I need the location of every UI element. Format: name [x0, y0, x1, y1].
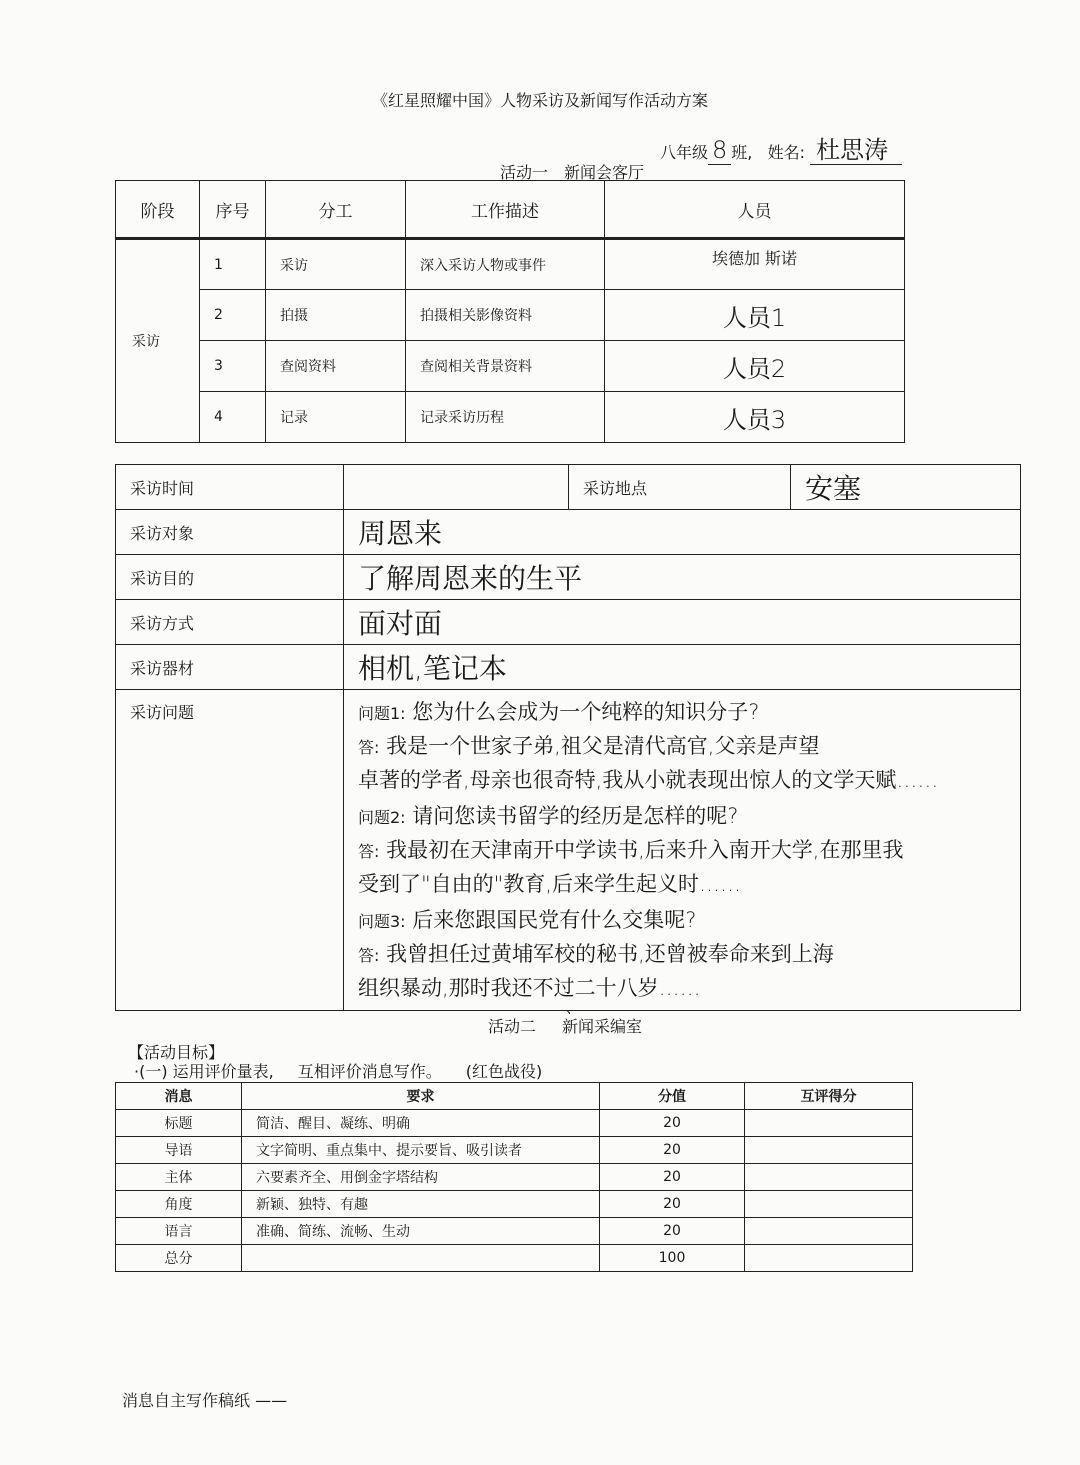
answer-3-line-2: 组织暴动,那时我还不过二十八岁……	[358, 976, 701, 1000]
row-person-field[interactable]: 人员1	[605, 290, 905, 341]
col-header-stage: 阶段	[116, 181, 200, 239]
activity-goal-line	[134, 1059, 542, 1082]
table-row-total	[116, 1245, 913, 1272]
row-role: 拍摄	[266, 290, 406, 341]
goal-part-a: ·(一) 运用评价量表,	[134, 1062, 274, 1081]
eval-score: 100	[600, 1245, 745, 1272]
eval-requirement: 简洁、醒目、凝练、明确	[242, 1110, 600, 1137]
eval-item: 导语	[116, 1137, 242, 1164]
row-description: 拍摄相关影像资料	[406, 290, 605, 341]
eval-score: 20	[600, 1218, 745, 1245]
eval-requirement: 六要素齐全、用倒金字塔结构	[242, 1164, 600, 1191]
question-tag: 问题2:	[358, 808, 406, 827]
answer-1-line-1	[358, 730, 1012, 764]
peer-score-field[interactable]	[745, 1164, 913, 1191]
answer-2-line-1	[358, 834, 1012, 868]
goal-part-b: 互相评价消息写作。	[297, 1062, 442, 1081]
target-label: 采访对象	[116, 510, 344, 555]
question-3	[358, 904, 1012, 938]
answer-text: 我最初在天津南开中学读书,后来升入南开大学,在那里我	[386, 838, 904, 862]
table-header-row	[116, 1083, 913, 1110]
eval-score: 20	[600, 1137, 745, 1164]
row-description: 深入采访人物或事件	[406, 239, 605, 290]
answer-tag: 答:	[358, 738, 380, 757]
answer-text: 我是一个世家子弟,祖父是清代高官,父亲是声望	[386, 734, 820, 758]
answer-3-line-1	[358, 938, 1012, 972]
eval-score: 20	[600, 1110, 745, 1137]
peer-score-field[interactable]	[745, 1245, 913, 1272]
question-text: 后来您跟国民党有什么交集呢?	[412, 908, 697, 932]
class-suffix: 班,	[731, 143, 753, 162]
peer-score-field[interactable]	[745, 1218, 913, 1245]
eval-requirement: 新颖、独特、有趣	[242, 1191, 600, 1218]
answer-2-line-2: 受到了"自由的"教育,后来学生起义时……	[358, 872, 741, 896]
eval-item: 总分	[116, 1245, 242, 1272]
target-field[interactable]: 周恩来	[344, 510, 1021, 555]
evaluation-table	[115, 1082, 913, 1272]
table-row	[116, 239, 905, 290]
answer-tag: 答:	[358, 842, 380, 861]
method-field[interactable]: 面对面	[344, 600, 1021, 645]
col-header-description: 工作描述	[406, 181, 605, 239]
eval-requirement: 文字简明、重点集中、提示要旨、吸引读者	[242, 1137, 600, 1164]
table-header-row	[116, 181, 905, 239]
class-field[interactable]: 8	[708, 136, 731, 165]
time-field[interactable]	[344, 465, 569, 510]
interview-target-row	[116, 510, 1021, 555]
answer-tag: 答:	[358, 946, 380, 965]
activity1-subtitle: 新闻会客厅	[564, 163, 645, 182]
method-label: 采访方式	[116, 600, 344, 645]
equipment-label: 采访器材	[116, 645, 344, 690]
row-role: 记录	[266, 392, 406, 443]
stray-mark: 、	[566, 1001, 580, 1017]
table-row	[116, 1110, 913, 1137]
peer-score-field[interactable]	[745, 1137, 913, 1164]
class-name-line	[660, 130, 902, 165]
table-row	[116, 1191, 913, 1218]
col-header-person: 人员	[605, 181, 905, 239]
interview-questions-row	[116, 690, 1021, 1011]
eval-score: 20	[600, 1164, 745, 1191]
row-role: 查阅资料	[266, 341, 406, 392]
row-person-field[interactable]: 埃德加 斯诺	[605, 239, 905, 290]
eval-item: 标题	[116, 1110, 242, 1137]
question-tag: 问题3:	[358, 912, 406, 931]
eval-requirement: 准确、简练、流畅、生动	[242, 1218, 600, 1245]
answer-1-line-2: 卓著的学者,母亲也很奇特,我从小就表现出惊人的文学天赋……	[358, 768, 939, 792]
question-2	[358, 800, 1012, 834]
row-person-field[interactable]: 人员2	[605, 341, 905, 392]
table-row	[116, 392, 905, 443]
name-label: 姓名:	[767, 143, 806, 162]
eval-item: 角度	[116, 1191, 242, 1218]
col-header-number: 序号	[200, 181, 266, 239]
activity2-heading	[488, 1014, 642, 1037]
row-number: 1	[200, 239, 266, 290]
name-field[interactable]: 杜思涛	[810, 136, 902, 165]
table-row	[116, 341, 905, 392]
grade-label: 八年级	[660, 143, 709, 162]
time-label: 采访时间	[116, 465, 344, 510]
interview-method-row	[116, 600, 1021, 645]
col-header-requirement: 要求	[242, 1083, 600, 1110]
draft-section-label: 消息自主写作稿纸 ——	[122, 1391, 288, 1410]
eval-item: 语言	[116, 1218, 242, 1245]
row-person-field[interactable]: 人员3	[605, 392, 905, 443]
task-division-table	[115, 180, 905, 443]
purpose-label: 采访目的	[116, 555, 344, 600]
peer-score-field[interactable]	[745, 1110, 913, 1137]
question-text: 请问您读书留学的经历是怎样的呢?	[412, 804, 739, 828]
question-text: 您为什么会成为一个纯粹的知识分子?	[412, 700, 760, 724]
row-number: 2	[200, 290, 266, 341]
interview-time-row	[116, 465, 1021, 510]
col-header-role: 分工	[266, 181, 406, 239]
question-tag: 问题1:	[358, 704, 406, 723]
col-header-item: 消息	[116, 1083, 242, 1110]
row-description: 查阅相关背景资料	[406, 341, 605, 392]
activity-goal-label: 【活动目标】	[128, 1043, 225, 1062]
row-number: 4	[200, 392, 266, 443]
activity2-title: 活动二	[488, 1017, 537, 1036]
activity2-subtitle: 新闻采编室	[562, 1017, 643, 1036]
eval-item: 主体	[116, 1164, 242, 1191]
eval-score: 20	[600, 1191, 745, 1218]
interview-plan-table	[115, 464, 1021, 1011]
questions-label: 采访问题	[116, 690, 344, 1011]
place-label: 采访地点	[569, 465, 791, 510]
interview-equipment-row	[116, 645, 1021, 690]
table-row	[116, 1218, 913, 1245]
col-header-peer-score: 互评得分	[745, 1083, 913, 1110]
table-row	[116, 1164, 913, 1191]
peer-score-field[interactable]	[745, 1191, 913, 1218]
page-title: 《红星照耀中国》人物采访及新闻写作活动方案	[371, 91, 708, 110]
answer-text: 我曾担任过黄埔军校的秘书,还曾被奉命来到上海	[386, 942, 834, 966]
equipment-field[interactable]: 相机,笔记本	[344, 645, 1021, 690]
goal-part-c: (红色战役)	[465, 1062, 543, 1081]
row-number: 3	[200, 341, 266, 392]
eval-requirement	[242, 1245, 600, 1272]
stage-cell: 采访	[116, 239, 200, 443]
interview-purpose-row	[116, 555, 1021, 600]
questions-field[interactable]	[344, 690, 1021, 1011]
purpose-field[interactable]: 了解周恩来的生平	[344, 555, 1021, 600]
row-description: 记录采访历程	[406, 392, 605, 443]
table-row	[116, 290, 905, 341]
question-1	[358, 696, 1012, 730]
activity1-title: 活动一	[500, 163, 549, 182]
col-header-score: 分值	[600, 1083, 745, 1110]
place-field[interactable]: 安塞	[791, 465, 1021, 510]
table-row	[116, 1137, 913, 1164]
row-role: 采访	[266, 239, 406, 290]
